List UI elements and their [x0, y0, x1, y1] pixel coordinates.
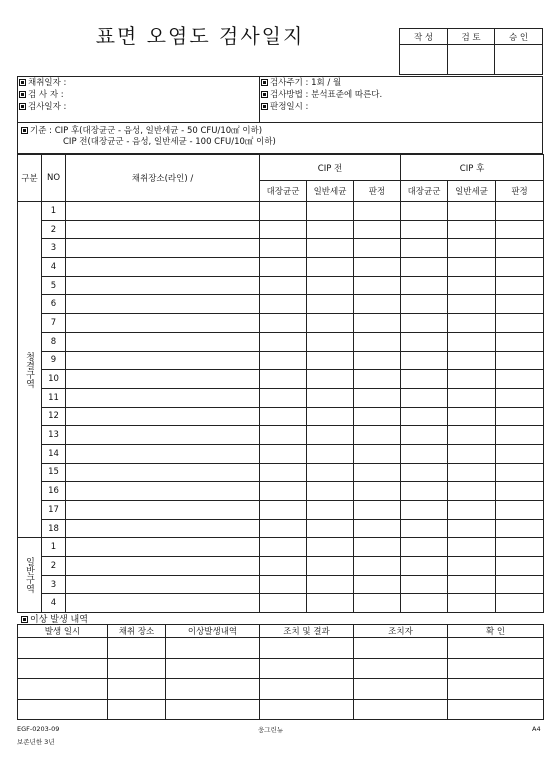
bacteria-after-cell[interactable] — [448, 538, 496, 557]
location-cell[interactable] — [66, 538, 260, 557]
coliform-before-cell[interactable] — [260, 314, 307, 333]
coliform-before-cell[interactable] — [260, 351, 307, 370]
location-cell[interactable] — [66, 575, 260, 594]
judgement-after-cell[interactable] — [496, 220, 544, 239]
checkbox-icon — [261, 79, 268, 86]
abnormal-header-location: 채취 장소 — [108, 625, 166, 638]
coliform-after-cell[interactable] — [401, 482, 448, 501]
judgement-after-cell[interactable] — [496, 295, 544, 314]
checkbox-icon — [21, 127, 28, 134]
company-name: 웅그린뉴 — [258, 726, 284, 734]
judgement-after-cell[interactable] — [496, 426, 544, 445]
coliform-after-cell[interactable] — [401, 501, 448, 520]
location-cell[interactable] — [66, 276, 260, 295]
judgement-before-cell[interactable] — [354, 388, 401, 407]
judgement-after-cell[interactable] — [496, 407, 544, 426]
table-row — [18, 482, 544, 501]
coliform-before-cell[interactable] — [260, 258, 307, 277]
judgement-after-cell[interactable] — [496, 370, 544, 389]
coliform-after-cell[interactable] — [401, 407, 448, 426]
coliform-after-cell[interactable] — [401, 202, 448, 221]
checkbox-icon — [261, 103, 268, 110]
judgement-before-cell[interactable] — [354, 351, 401, 370]
table-row — [18, 220, 544, 239]
paper-size: A4 — [532, 725, 541, 733]
judgement-after-cell[interactable] — [496, 594, 544, 613]
location-cell[interactable] — [66, 220, 260, 239]
coliform-after-cell[interactable] — [401, 594, 448, 613]
coliform-before-cell[interactable] — [260, 501, 307, 520]
row-number: 17 — [42, 501, 66, 520]
coliform-after-cell[interactable] — [401, 332, 448, 351]
actor-cell[interactable] — [354, 699, 448, 720]
bacteria-after-cell[interactable] — [448, 351, 496, 370]
row-number: 10 — [42, 370, 66, 389]
bacteria-before-cell[interactable] — [307, 501, 354, 520]
judgement-before-cell[interactable] — [354, 202, 401, 221]
abnormal-header-action: 조치 및 결과 — [260, 625, 354, 638]
bacteria-after-cell[interactable] — [448, 202, 496, 221]
judgement-after-cell[interactable] — [496, 332, 544, 351]
subheader-coliform-after: 대장균군 — [401, 181, 448, 202]
table-row — [18, 295, 544, 314]
bacteria-before-cell[interactable] — [307, 332, 354, 351]
judgement-before-cell[interactable] — [354, 444, 401, 463]
info-judgement-date: 판정일시 : — [259, 100, 543, 112]
bacteria-after-cell[interactable] — [448, 426, 496, 445]
location-cell[interactable] — [66, 239, 260, 258]
coliform-after-cell[interactable] — [401, 444, 448, 463]
bacteria-before-cell[interactable] — [307, 351, 354, 370]
bacteria-before-cell[interactable] — [307, 594, 354, 613]
zone-label: 청결구역 — [18, 202, 42, 538]
bacteria-after-cell[interactable] — [448, 239, 496, 258]
row-number: 13 — [42, 426, 66, 445]
judgement-after-cell[interactable] — [496, 519, 544, 538]
judgement-after-cell[interactable] — [496, 258, 544, 277]
location-cell[interactable] — [108, 658, 166, 679]
judgement-before-cell[interactable] — [354, 538, 401, 557]
abnormal-row — [18, 679, 544, 700]
judgement-before-cell[interactable] — [354, 407, 401, 426]
location-cell[interactable] — [108, 699, 166, 720]
table-row — [18, 388, 544, 407]
header-cip-after: CIP 후 — [401, 155, 544, 181]
row-number: 15 — [42, 463, 66, 482]
checkbox-icon — [19, 103, 26, 110]
table-row — [18, 463, 544, 482]
judgement-before-cell[interactable] — [354, 332, 401, 351]
approval-sign-writer[interactable] — [400, 45, 448, 75]
approval-sign-review[interactable] — [448, 45, 495, 75]
bacteria-before-cell[interactable] — [307, 295, 354, 314]
bacteria-before-cell[interactable] — [307, 239, 354, 258]
coliform-before-cell[interactable] — [260, 575, 307, 594]
location-cell[interactable] — [66, 557, 260, 576]
bacteria-after-cell[interactable] — [448, 557, 496, 576]
subheader-bacteria-after: 일반세균 — [448, 181, 496, 202]
date-cell[interactable] — [18, 658, 108, 679]
coliform-before-cell[interactable] — [260, 463, 307, 482]
row-number: 12 — [42, 407, 66, 426]
inspection-rows — [18, 202, 544, 613]
bacteria-before-cell[interactable] — [307, 258, 354, 277]
coliform-after-cell[interactable] — [401, 463, 448, 482]
location-cell[interactable] — [66, 594, 260, 613]
judgement-before-cell[interactable] — [354, 370, 401, 389]
bacteria-before-cell[interactable] — [307, 407, 354, 426]
criteria-line-1: 기준 : CIP 후(대장균군 - 음성, 일반세균 - 50 CFU/10㎠ 이하) — [30, 126, 263, 136]
info-test-date: 검사일자 : — [17, 100, 259, 112]
confirm-cell[interactable] — [448, 658, 544, 679]
bacteria-after-cell[interactable] — [448, 220, 496, 239]
details-cell[interactable] — [166, 699, 260, 720]
row-number: 4 — [42, 258, 66, 277]
details-cell[interactable] — [166, 679, 260, 700]
judgement-after-cell[interactable] — [496, 482, 544, 501]
abnormal-rows — [18, 638, 544, 720]
action-cell[interactable] — [260, 679, 354, 700]
coliform-before-cell[interactable] — [260, 276, 307, 295]
bacteria-before-cell[interactable] — [307, 463, 354, 482]
location-cell[interactable] — [66, 501, 260, 520]
row-number: 18 — [42, 519, 66, 538]
judgement-before-cell[interactable] — [354, 295, 401, 314]
abnormal-header-confirm: 확 인 — [448, 625, 544, 638]
location-cell[interactable] — [66, 444, 260, 463]
checkbox-icon — [19, 91, 26, 98]
row-number: 1 — [42, 538, 66, 557]
subheader-coliform-before: 대장균군 — [260, 181, 307, 202]
approval-label-review: 검 토 — [448, 29, 495, 45]
judgement-after-cell[interactable] — [496, 463, 544, 482]
coliform-before-cell[interactable] — [260, 239, 307, 258]
bacteria-after-cell[interactable] — [448, 295, 496, 314]
table-row — [18, 444, 544, 463]
judgement-before-cell[interactable] — [354, 575, 401, 594]
coliform-before-cell[interactable] — [260, 519, 307, 538]
coliform-after-cell[interactable] — [401, 314, 448, 333]
bacteria-after-cell[interactable] — [448, 463, 496, 482]
coliform-after-cell[interactable] — [401, 276, 448, 295]
bacteria-after-cell[interactable] — [448, 444, 496, 463]
form-code: EGF-0203-09 — [17, 725, 60, 733]
bacteria-before-cell[interactable] — [307, 557, 354, 576]
table-row — [18, 314, 544, 333]
bacteria-after-cell[interactable] — [448, 258, 496, 277]
coliform-before-cell[interactable] — [260, 444, 307, 463]
table-row — [18, 501, 544, 520]
judgement-after-cell[interactable] — [496, 239, 544, 258]
coliform-after-cell[interactable] — [401, 351, 448, 370]
location-cell[interactable] — [66, 426, 260, 445]
judgement-after-cell[interactable] — [496, 501, 544, 520]
judgement-before-cell[interactable] — [354, 501, 401, 520]
date-cell[interactable] — [18, 638, 108, 659]
coliform-after-cell[interactable] — [401, 239, 448, 258]
bacteria-after-cell[interactable] — [448, 332, 496, 351]
abnormal-row — [18, 699, 544, 720]
abnormal-row — [18, 638, 544, 659]
table-row — [18, 407, 544, 426]
table-row — [18, 519, 544, 538]
location-cell[interactable] — [66, 388, 260, 407]
location-cell[interactable] — [108, 679, 166, 700]
location-cell[interactable] — [66, 463, 260, 482]
action-cell[interactable] — [260, 638, 354, 659]
criteria-box — [17, 123, 543, 154]
judgement-before-cell[interactable] — [354, 519, 401, 538]
coliform-before-cell[interactable] — [260, 407, 307, 426]
row-number: 1 — [42, 202, 66, 221]
row-number: 9 — [42, 351, 66, 370]
retention-period: 보존년한 3년 — [17, 738, 55, 746]
judgement-after-cell[interactable] — [496, 314, 544, 333]
coliform-before-cell[interactable] — [260, 557, 307, 576]
coliform-after-cell[interactable] — [401, 388, 448, 407]
coliform-after-cell[interactable] — [401, 258, 448, 277]
location-cell[interactable] — [66, 482, 260, 501]
bacteria-after-cell[interactable] — [448, 501, 496, 520]
bacteria-before-cell[interactable] — [307, 276, 354, 295]
bacteria-before-cell[interactable] — [307, 220, 354, 239]
abnormal-header-date: 발생 일시 — [18, 625, 108, 638]
row-number: 2 — [42, 557, 66, 576]
actor-cell[interactable] — [354, 638, 448, 659]
zone-label: 일반구역 — [18, 538, 42, 613]
checkbox-icon — [261, 91, 268, 98]
table-row — [18, 258, 544, 277]
row-number: 14 — [42, 444, 66, 463]
location-cell[interactable] — [66, 258, 260, 277]
confirm-cell[interactable] — [448, 699, 544, 720]
coliform-before-cell[interactable] — [260, 332, 307, 351]
criteria-line-2: CIP 전(대장균군 - 음성, 일반세균 - 100 CFU/10㎠ 이하) — [63, 137, 276, 147]
coliform-before-cell[interactable] — [260, 370, 307, 389]
bacteria-after-cell[interactable] — [448, 370, 496, 389]
row-number: 8 — [42, 332, 66, 351]
coliform-before-cell[interactable] — [260, 426, 307, 445]
judgement-before-cell[interactable] — [354, 314, 401, 333]
action-cell[interactable] — [260, 658, 354, 679]
subheader-judgement-before: 판정 — [354, 181, 401, 202]
coliform-after-cell[interactable] — [401, 220, 448, 239]
approval-box — [399, 28, 543, 75]
table-row — [18, 351, 544, 370]
table-row — [18, 370, 544, 389]
judgement-before-cell[interactable] — [354, 594, 401, 613]
bacteria-before-cell[interactable] — [307, 538, 354, 557]
subheader-bacteria-before: 일반세균 — [307, 181, 354, 202]
row-number: 3 — [42, 575, 66, 594]
approval-label-approve: 승 인 — [495, 29, 543, 45]
judgement-after-cell[interactable] — [496, 202, 544, 221]
table-row — [18, 239, 544, 258]
bacteria-before-cell[interactable] — [307, 202, 354, 221]
bacteria-after-cell[interactable] — [448, 575, 496, 594]
judgement-after-cell[interactable] — [496, 575, 544, 594]
confirm-cell[interactable] — [448, 679, 544, 700]
action-cell[interactable] — [260, 699, 354, 720]
location-cell[interactable] — [66, 370, 260, 389]
coliform-after-cell[interactable] — [401, 519, 448, 538]
abnormal-header-actor: 조치자 — [354, 625, 448, 638]
bacteria-after-cell[interactable] — [448, 407, 496, 426]
judgement-before-cell[interactable] — [354, 463, 401, 482]
bacteria-before-cell[interactable] — [307, 575, 354, 594]
abnormal-header-details: 이상발생내역 — [166, 625, 260, 638]
coliform-after-cell[interactable] — [401, 370, 448, 389]
details-cell[interactable] — [166, 658, 260, 679]
row-number: 11 — [42, 388, 66, 407]
info-cycle: 검사주기 : 1회 / 월 — [259, 76, 543, 88]
details-cell[interactable] — [166, 638, 260, 659]
coliform-before-cell[interactable] — [260, 594, 307, 613]
coliform-after-cell[interactable] — [401, 575, 448, 594]
location-cell[interactable] — [66, 332, 260, 351]
row-number: 3 — [42, 239, 66, 258]
approval-sign-approve[interactable] — [495, 45, 543, 75]
coliform-after-cell[interactable] — [401, 426, 448, 445]
coliform-after-cell[interactable] — [401, 295, 448, 314]
coliform-before-cell[interactable] — [260, 388, 307, 407]
judgement-before-cell[interactable] — [354, 220, 401, 239]
judgement-after-cell[interactable] — [496, 276, 544, 295]
coliform-before-cell[interactable] — [260, 202, 307, 221]
bacteria-after-cell[interactable] — [448, 276, 496, 295]
bacteria-after-cell[interactable] — [448, 482, 496, 501]
subheader-judgement-after: 판정 — [496, 181, 544, 202]
actor-cell[interactable] — [354, 679, 448, 700]
coliform-before-cell[interactable] — [260, 295, 307, 314]
table-row — [18, 202, 544, 221]
location-cell[interactable] — [66, 295, 260, 314]
coliform-before-cell[interactable] — [260, 538, 307, 557]
checkbox-icon — [21, 616, 28, 623]
info-sampling-date: 채취일자 : — [17, 76, 259, 88]
page-title: 표면 오염도 검사일지 — [95, 24, 305, 48]
date-cell[interactable] — [18, 679, 108, 700]
info-table — [17, 76, 543, 112]
table-row — [18, 426, 544, 445]
header-no: NO — [42, 155, 66, 202]
abnormal-row — [18, 658, 544, 679]
coliform-before-cell[interactable] — [260, 220, 307, 239]
row-number: 16 — [42, 482, 66, 501]
row-number: 4 — [42, 594, 66, 613]
location-cell[interactable] — [66, 407, 260, 426]
location-cell[interactable] — [66, 351, 260, 370]
location-cell[interactable] — [66, 314, 260, 333]
bacteria-after-cell[interactable] — [448, 388, 496, 407]
location-cell[interactable] — [66, 202, 260, 221]
table-row — [18, 575, 544, 594]
approval-label-writer: 작 성 — [400, 29, 448, 45]
judgement-after-cell[interactable] — [496, 351, 544, 370]
table-row — [18, 276, 544, 295]
coliform-before-cell[interactable] — [260, 482, 307, 501]
judgement-before-cell[interactable] — [354, 239, 401, 258]
judgement-before-cell[interactable] — [354, 482, 401, 501]
row-number: 7 — [42, 314, 66, 333]
judgement-before-cell[interactable] — [354, 426, 401, 445]
table-row — [18, 594, 544, 613]
bacteria-before-cell[interactable] — [307, 444, 354, 463]
judgement-after-cell[interactable] — [496, 557, 544, 576]
checkbox-icon — [19, 79, 26, 86]
judgement-before-cell[interactable] — [354, 258, 401, 277]
bacteria-before-cell[interactable] — [307, 519, 354, 538]
bacteria-after-cell[interactable] — [448, 314, 496, 333]
bacteria-after-cell[interactable] — [448, 594, 496, 613]
confirm-cell[interactable] — [448, 638, 544, 659]
inspection-table — [17, 154, 544, 613]
judgement-after-cell[interactable] — [496, 538, 544, 557]
header-cip-before: CIP 전 — [260, 155, 401, 181]
judgement-before-cell[interactable] — [354, 557, 401, 576]
row-number: 6 — [42, 295, 66, 314]
judgement-before-cell[interactable] — [354, 276, 401, 295]
table-row — [18, 557, 544, 576]
location-cell[interactable] — [108, 638, 166, 659]
judgement-after-cell[interactable] — [496, 388, 544, 407]
bacteria-before-cell[interactable] — [307, 388, 354, 407]
abnormal-table — [17, 624, 544, 720]
date-cell[interactable] — [18, 699, 108, 720]
bacteria-before-cell[interactable] — [307, 314, 354, 333]
table-row — [18, 332, 544, 351]
info-method: 검사방법 : 분석표준에 따른다. — [259, 88, 543, 100]
bacteria-before-cell[interactable] — [307, 370, 354, 389]
row-number: 2 — [42, 220, 66, 239]
table-row — [18, 538, 544, 557]
location-cell[interactable] — [66, 519, 260, 538]
row-number: 5 — [42, 276, 66, 295]
judgement-after-cell[interactable] — [496, 444, 544, 463]
bacteria-before-cell[interactable] — [307, 482, 354, 501]
coliform-after-cell[interactable] — [401, 557, 448, 576]
bacteria-after-cell[interactable] — [448, 519, 496, 538]
actor-cell[interactable] — [354, 658, 448, 679]
coliform-after-cell[interactable] — [401, 538, 448, 557]
info-inspector: 검 사 자 : — [17, 88, 259, 100]
bacteria-before-cell[interactable] — [307, 426, 354, 445]
header-category: 구분 — [18, 155, 42, 202]
header-location: 채취장소(라인) / — [66, 155, 260, 202]
abnormal-section-label: 이상 발생 내역 — [21, 612, 88, 625]
